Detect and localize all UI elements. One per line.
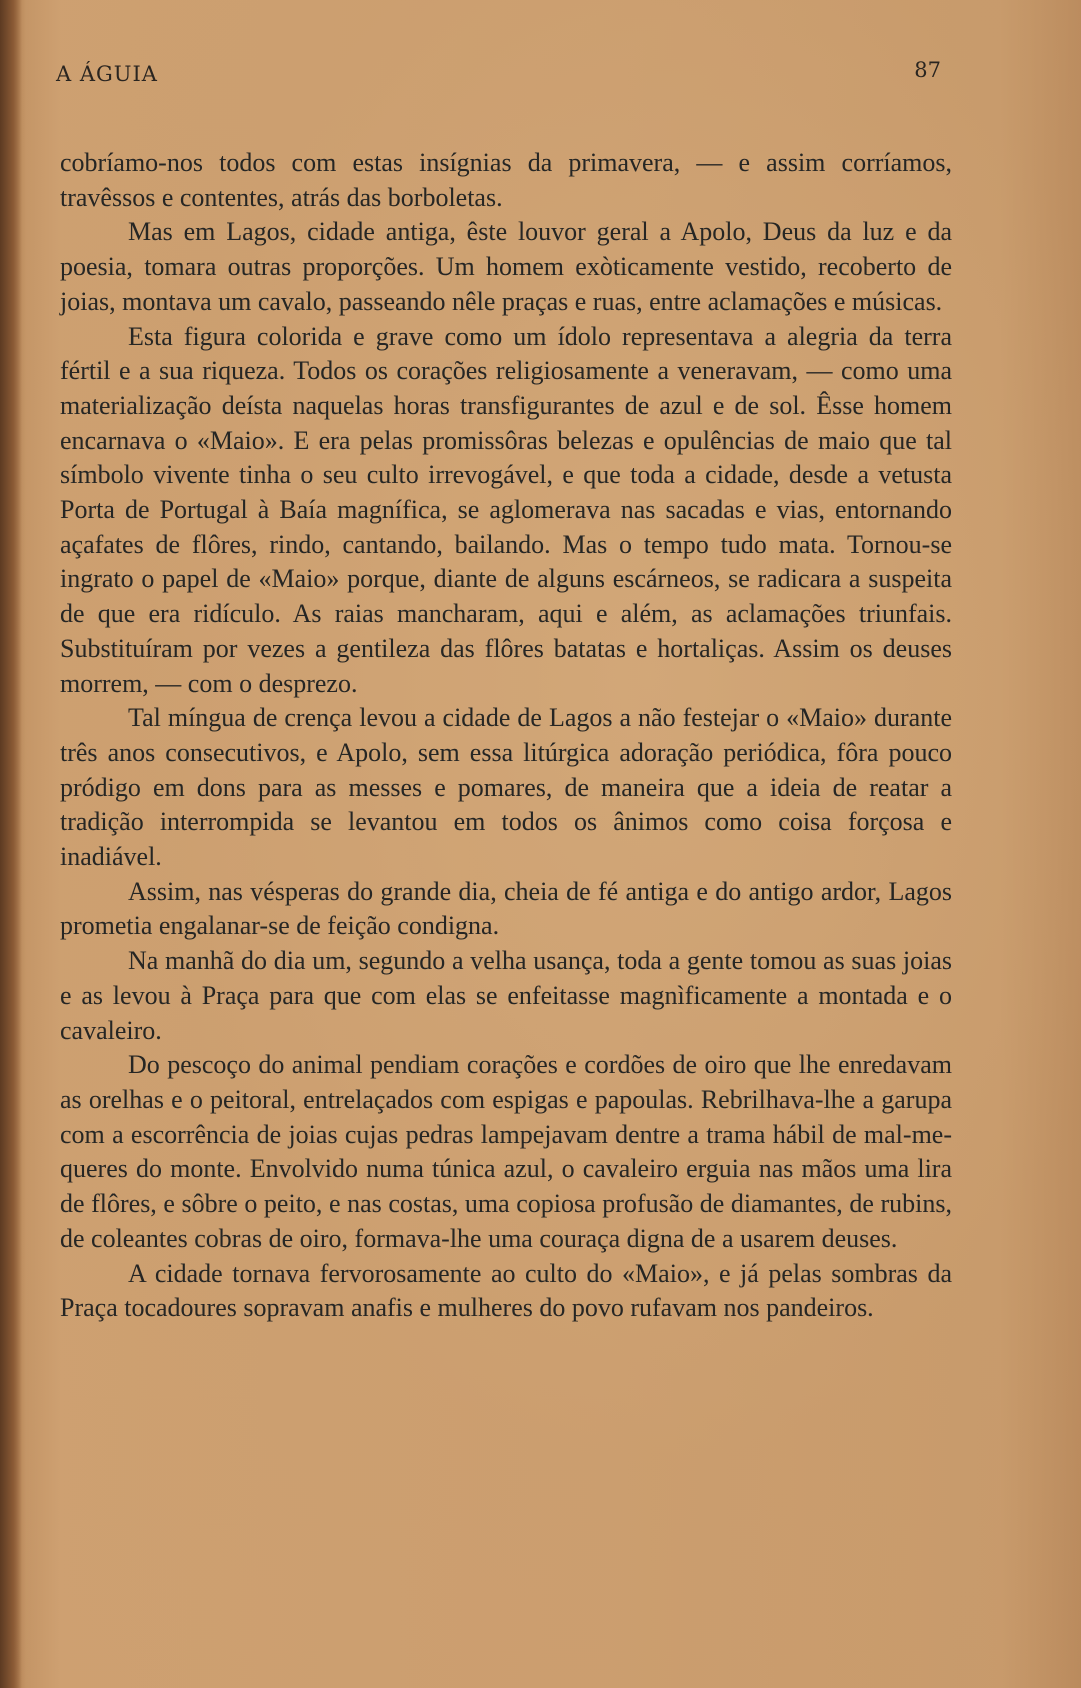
- page-header: [56, 58, 941, 92]
- page-number: 87: [914, 58, 941, 82]
- paragraph: Mas em Lagos, cidade antiga, êste louvor geral a Apolo, Deus da luz e da poesia, tomara outras proporções. Um homem exòticamente vestido, recoberto de joias, montava um cavalo, passeando nêle praças e ruas, entre aclamações e músicas.: [60, 217, 952, 316]
- running-title: A ÁGUIA: [56, 62, 158, 86]
- paragraph: Esta figura colorida e grave como um ídolo representava a alegria da terra fértil e a sua riqueza. Todos os corações religiosamente a veneravam, — como uma materialização deísta naquelas horas transfigurantes de azul e de sol. Êsse homem encarnava o «Maio». E era pelas promissôras belezas e opulências de maio que tal símbolo vivente tinha o seu culto irrevogável, e que toda a cidade, desde a vetusta Porta de Portugal à Baía magnífica, se aglomerava nas sacadas e vias, entornando açafates de flôres, rindo, cantando, bailando. Mas o tempo tudo mata. Tornou-se ingrato o papel de «Maio» porque, diante de alguns escárneos, se radicara a suspeita de que era ridículo. As raias mancharam, aqui e além, as aclamações triunfais. Substituíram por vezes a gentileza das flôres batatas e hortaliças. Assim os deuses morrem, — com o desprezo.: [60, 321, 952, 698]
- paragraph: Na manhã do dia um, segundo a velha usança, toda a gente tomou as suas joias e as levou à Praça para que com elas se enfeitasse magnìficamente a montada e o cavaleiro.: [60, 946, 952, 1045]
- page-binding-edge: [0, 0, 22, 1688]
- paragraph: cobríamo-nos todos com estas insígnias da primavera, — e assim corríamos, travêssos e contentes, atrás das borboletas.: [60, 148, 952, 212]
- paragraph: Do pescoço do animal pendiam corações e cordões de oiro que lhe enredavam as orelhas e o peitoral, entrelaçados com espigas e papoulas. Rebrilhava-lhe a garupa com a escorrência de joias cujas pedras lampejavam dentre a trama hábil de mal-me-queres do monte. Envolvido numa túnica azul, o cavaleiro erguia nas mãos uma lira de flôres, e sôbre o peito, e nas costas, uma copiosa profusão de diamantes, de rubins, de coleantes cobras de oiro, formava-lhe uma couraça digna de a usarem deuses.: [60, 1050, 952, 1253]
- paragraph: Tal míngua de crença levou a cidade de Lagos a não festejar o «Maio» durante três anos consecutivos, e Apolo, sem essa litúrgica adoração periódica, fôra pouco pródigo em dons para as messes e pomares, de maneira que a ideia de reatar a tradição interrompida se levantou em todos os ânimos como coisa forçosa e inadiável.: [60, 703, 952, 872]
- paragraph: A cidade tornava fervorosamente ao culto do «Maio», e já pelas sombras da Praça tocadoures sopravam anafis e mulheres do povo rufavam nos pandeiros.: [60, 1258, 952, 1323]
- body-text: [60, 146, 952, 1326]
- paragraph: Assim, nas vésperas do grande dia, cheia de fé antiga e do antigo ardor, Lagos prometia engalanar-se de feição condigna.: [60, 876, 952, 941]
